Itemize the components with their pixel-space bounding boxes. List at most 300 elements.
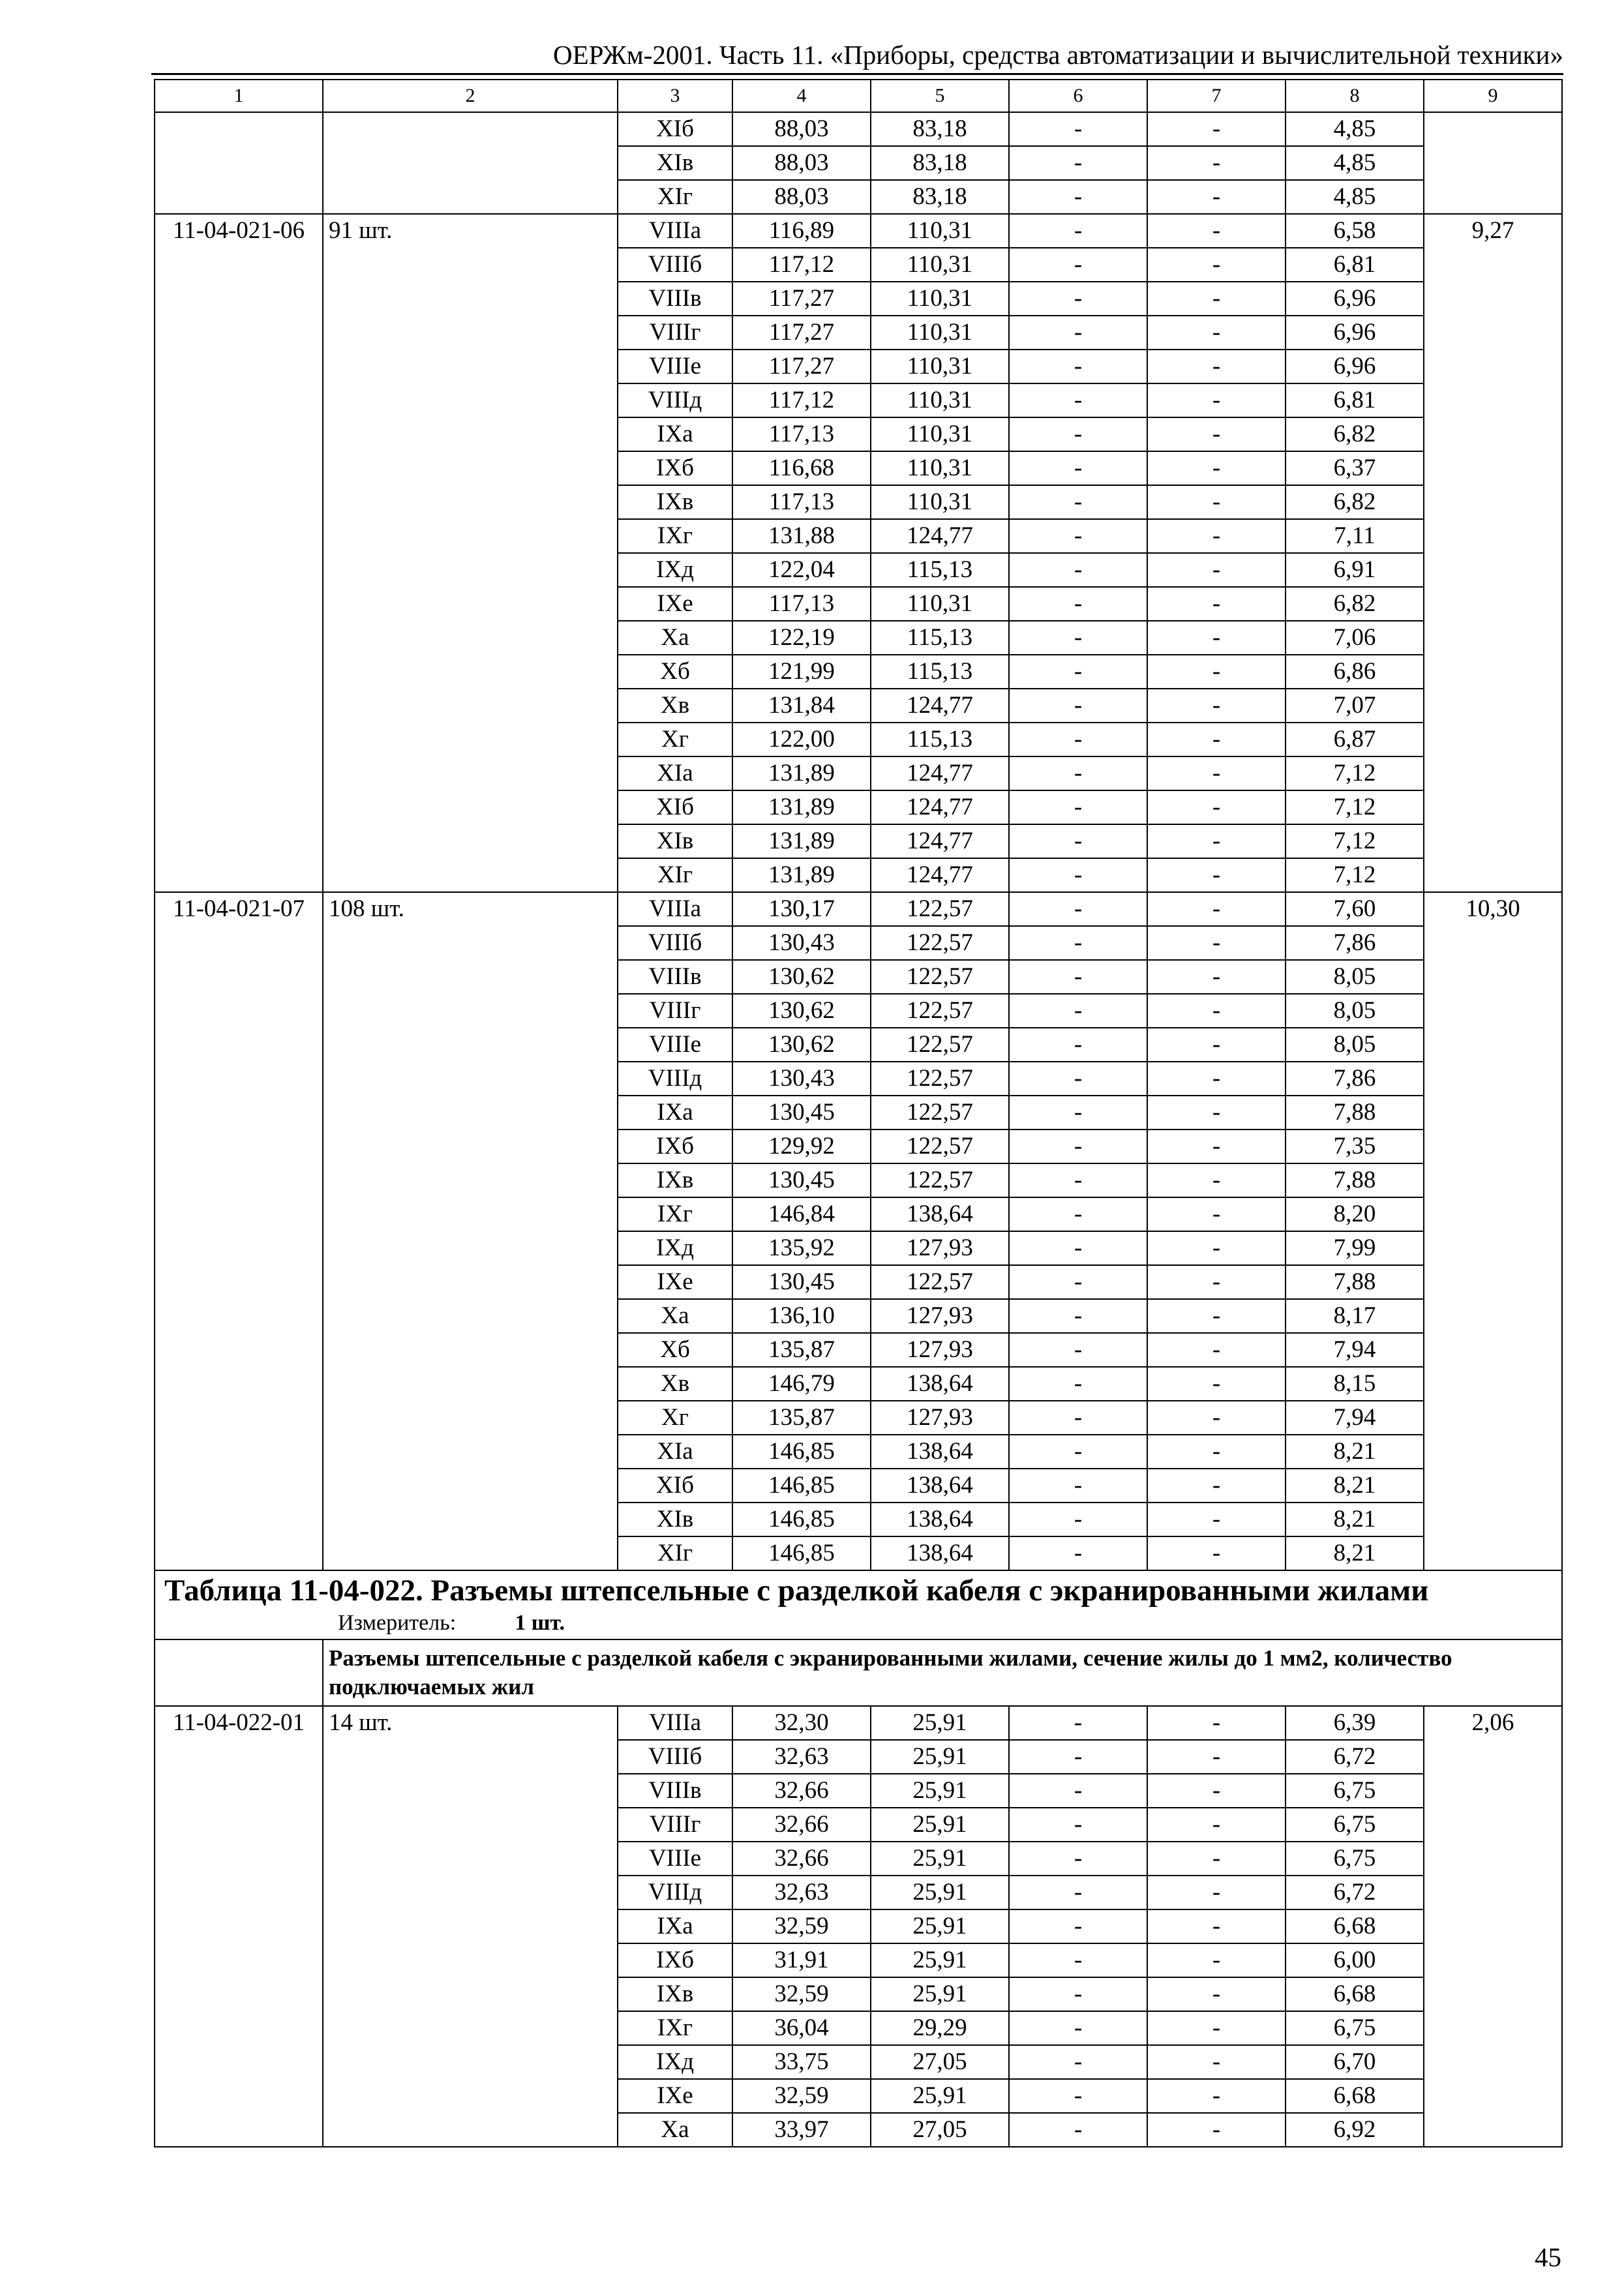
machine-cost-cell: - — [1009, 1909, 1147, 1943]
materials-cost-cell: 7,07 — [1286, 689, 1424, 723]
rate-value-cell: 10,30 — [1424, 892, 1562, 1570]
total-cost-cell: 146,85 — [732, 1536, 871, 1570]
column-number-8: 8 — [1286, 80, 1424, 112]
labor-cost-cell: 122,57 — [871, 1096, 1009, 1130]
zone-cell: VIIIб — [618, 926, 732, 960]
machine-cost-cell: - — [1009, 146, 1147, 180]
machine-cost-cell: - — [1009, 451, 1147, 485]
driver-wage-cell: - — [1147, 2113, 1286, 2147]
machine-cost-cell: - — [1009, 1435, 1147, 1469]
driver-wage-cell: - — [1147, 383, 1286, 417]
machine-cost-cell: - — [1009, 214, 1147, 248]
labor-cost-cell: 25,91 — [871, 1977, 1009, 2011]
labor-cost-cell: 138,64 — [871, 1536, 1009, 1570]
labor-cost-cell: 138,64 — [871, 1367, 1009, 1401]
materials-cost-cell: 7,35 — [1286, 1130, 1424, 1163]
materials-cost-cell: 8,15 — [1286, 1367, 1424, 1401]
zone-cell: VIIIд — [618, 1062, 732, 1096]
zone-cell: IXг — [618, 1197, 732, 1231]
machine-cost-cell: - — [1009, 1977, 1147, 2011]
materials-cost-cell: 8,05 — [1286, 1028, 1424, 1062]
zone-cell: Xа — [618, 1299, 732, 1333]
total-cost-cell: 122,19 — [732, 621, 871, 655]
machine-cost-cell: - — [1009, 994, 1147, 1028]
labor-cost-cell: 29,29 — [871, 2011, 1009, 2045]
materials-cost-cell: 8,21 — [1286, 1435, 1424, 1469]
machine-cost-cell: - — [1009, 1503, 1147, 1536]
driver-wage-cell: - — [1147, 756, 1286, 790]
zone-cell: VIIIг — [618, 316, 732, 350]
zone-cell: VIIIв — [618, 1774, 732, 1808]
materials-cost-cell: 6,75 — [1286, 1774, 1424, 1808]
machine-cost-cell: - — [1009, 1163, 1147, 1197]
zone-cell: IXа — [618, 417, 732, 451]
quantity-cell: 14 шт. — [323, 1706, 618, 2147]
zone-cell: VIIIа — [618, 1706, 732, 1740]
driver-wage-cell: - — [1147, 960, 1286, 994]
driver-wage-cell: - — [1147, 1469, 1286, 1503]
labor-cost-cell: 122,57 — [871, 960, 1009, 994]
driver-wage-cell: - — [1147, 1333, 1286, 1367]
driver-wage-cell: - — [1147, 1740, 1286, 1774]
materials-cost-cell: 6,96 — [1286, 282, 1424, 316]
materials-cost-cell: 6,72 — [1286, 1876, 1424, 1909]
machine-cost-cell: - — [1009, 2045, 1147, 2079]
machine-cost-cell: - — [1009, 621, 1147, 655]
total-cost-cell: 32,59 — [732, 1977, 871, 2011]
materials-cost-cell: 6,68 — [1286, 2079, 1424, 2113]
driver-wage-cell: - — [1147, 112, 1286, 146]
zone-cell: Xг — [618, 723, 732, 756]
labor-cost-cell: 138,64 — [871, 1197, 1009, 1231]
zone-cell: VIIIд — [618, 1876, 732, 1909]
total-cost-cell: 32,63 — [732, 1740, 871, 1774]
zone-cell: IXа — [618, 1096, 732, 1130]
zone-cell: IXб — [618, 1130, 732, 1163]
machine-cost-cell: - — [1009, 858, 1147, 892]
driver-wage-cell: - — [1147, 858, 1286, 892]
zone-cell: VIIIе — [618, 1028, 732, 1062]
materials-cost-cell: 6,37 — [1286, 451, 1424, 485]
labor-cost-cell: 25,91 — [871, 1943, 1009, 1977]
machine-cost-cell: - — [1009, 1876, 1147, 1909]
machine-cost-cell: - — [1009, 1842, 1147, 1876]
driver-wage-cell: - — [1147, 417, 1286, 451]
zone-cell: VIIIг — [618, 1808, 732, 1842]
zone-cell: VIIIг — [618, 994, 732, 1028]
column-number-5: 5 — [871, 80, 1009, 112]
zone-cell: IXв — [618, 1977, 732, 2011]
materials-cost-cell: 7,88 — [1286, 1163, 1424, 1197]
machine-cost-cell: - — [1009, 723, 1147, 756]
total-cost-cell: 131,89 — [732, 858, 871, 892]
zone-cell: XIв — [618, 146, 732, 180]
labor-cost-cell: 127,93 — [871, 1299, 1009, 1333]
driver-wage-cell: - — [1147, 790, 1286, 824]
driver-wage-cell: - — [1147, 1977, 1286, 2011]
total-cost-cell: 33,75 — [732, 2045, 871, 2079]
labor-cost-cell: 25,91 — [871, 1876, 1009, 1909]
driver-wage-cell: - — [1147, 1028, 1286, 1062]
materials-cost-cell: 6,75 — [1286, 1808, 1424, 1842]
machine-cost-cell: - — [1009, 1401, 1147, 1435]
driver-wage-cell: - — [1147, 2011, 1286, 2045]
zone-cell: VIIIб — [618, 1740, 732, 1774]
total-cost-cell: 32,66 — [732, 1808, 871, 1842]
machine-cost-cell: - — [1009, 485, 1147, 519]
zone-cell: Xв — [618, 1367, 732, 1401]
total-cost-cell: 32,59 — [732, 1909, 871, 1943]
total-cost-cell: 121,99 — [732, 655, 871, 689]
labor-cost-cell: 115,13 — [871, 621, 1009, 655]
running-header: ОЕРЖм-2001. Часть 11. «Приборы, средства автоматизации и вычислительной техники» — [552, 40, 1563, 70]
materials-cost-cell: 7,60 — [1286, 892, 1424, 926]
zone-cell: VIIIе — [618, 1842, 732, 1876]
zone-cell: IXг — [618, 519, 732, 553]
zone-cell: VIIIв — [618, 960, 732, 994]
materials-cost-cell: 7,94 — [1286, 1333, 1424, 1367]
labor-cost-cell: 110,31 — [871, 248, 1009, 282]
machine-cost-cell: - — [1009, 1299, 1147, 1333]
machine-cost-cell: - — [1009, 1028, 1147, 1062]
total-cost-cell: 117,13 — [732, 587, 871, 621]
table-row — [155, 214, 1562, 248]
labor-cost-cell: 25,91 — [871, 1706, 1009, 1740]
driver-wage-cell: - — [1147, 1503, 1286, 1536]
section-description: Разъемы штепсельные с разделкой кабеля с экранированными жилами, сечение жилы до 1 мм2, количество подключаемых жил — [323, 1639, 1562, 1706]
driver-wage-cell: - — [1147, 316, 1286, 350]
quantity-cell: 91 шт. — [323, 214, 618, 892]
total-cost-cell: 130,45 — [732, 1265, 871, 1299]
machine-cost-cell: - — [1009, 655, 1147, 689]
machine-cost-cell: - — [1009, 1469, 1147, 1503]
total-cost-cell: 131,89 — [732, 824, 871, 858]
driver-wage-cell: - — [1147, 655, 1286, 689]
total-cost-cell: 131,88 — [732, 519, 871, 553]
driver-wage-cell: - — [1147, 621, 1286, 655]
materials-cost-cell: 6,39 — [1286, 1706, 1424, 1740]
driver-wage-cell: - — [1147, 1299, 1286, 1333]
table-title: Таблица 11-04-022. Разъемы штепсельные с разделкой кабеля с экранированными жилами — [164, 1574, 1429, 1608]
materials-cost-cell: 7,86 — [1286, 926, 1424, 960]
driver-wage-cell: - — [1147, 723, 1286, 756]
machine-cost-cell: - — [1009, 1096, 1147, 1130]
total-cost-cell: 88,03 — [732, 180, 871, 214]
total-cost-cell: 130,62 — [732, 1028, 871, 1062]
materials-cost-cell: 6,00 — [1286, 1943, 1424, 1977]
total-cost-cell: 130,43 — [732, 1062, 871, 1096]
driver-wage-cell: - — [1147, 282, 1286, 316]
zone-cell: XIв — [618, 1503, 732, 1536]
labor-cost-cell: 110,31 — [871, 282, 1009, 316]
total-cost-cell: 31,91 — [732, 1943, 871, 1977]
total-cost-cell: 116,89 — [732, 214, 871, 248]
materials-cost-cell: 6,68 — [1286, 1909, 1424, 1943]
total-cost-cell: 36,04 — [732, 2011, 871, 2045]
materials-cost-cell: 6,82 — [1286, 417, 1424, 451]
machine-cost-cell: - — [1009, 1231, 1147, 1265]
machine-cost-cell: - — [1009, 519, 1147, 553]
driver-wage-cell: - — [1147, 1367, 1286, 1401]
materials-cost-cell: 6,91 — [1286, 553, 1424, 587]
zone-cell: Xб — [618, 655, 732, 689]
machine-cost-cell: - — [1009, 926, 1147, 960]
section-spacer-cell — [155, 1639, 323, 1706]
total-cost-cell: 131,89 — [732, 790, 871, 824]
machine-cost-cell: - — [1009, 1367, 1147, 1401]
zone-cell: IXд — [618, 553, 732, 587]
materials-cost-cell: 7,99 — [1286, 1231, 1424, 1265]
materials-cost-cell: 6,75 — [1286, 1842, 1424, 1876]
total-cost-cell: 32,66 — [732, 1842, 871, 1876]
total-cost-cell: 146,79 — [732, 1367, 871, 1401]
column-number-7: 7 — [1147, 80, 1286, 112]
zone-cell: IXа — [618, 1909, 732, 1943]
total-cost-cell: 117,27 — [732, 350, 871, 383]
zone-cell: IXе — [618, 2079, 732, 2113]
zone-cell: XIа — [618, 756, 732, 790]
machine-cost-cell: - — [1009, 2079, 1147, 2113]
labor-cost-cell: 27,05 — [871, 2113, 1009, 2147]
machine-cost-cell: - — [1009, 248, 1147, 282]
materials-cost-cell: 4,85 — [1286, 180, 1424, 214]
rate-code-cell: 11-04-021-07 — [155, 892, 323, 1570]
total-cost-cell: 130,62 — [732, 994, 871, 1028]
meter-label: Измеритель: — [338, 1611, 457, 1635]
labor-cost-cell: 122,57 — [871, 1265, 1009, 1299]
labor-cost-cell: 127,93 — [871, 1401, 1009, 1435]
zone-cell: VIIIе — [618, 350, 732, 383]
materials-cost-cell: 7,06 — [1286, 621, 1424, 655]
materials-cost-cell: 7,12 — [1286, 858, 1424, 892]
total-cost-cell: 122,04 — [732, 553, 871, 587]
total-cost-cell: 130,62 — [732, 960, 871, 994]
rate-code-cell: 11-04-021-06 — [155, 214, 323, 892]
rate-code-cell: 11-04-022-01 — [155, 1706, 323, 2147]
zone-cell: XIг — [618, 858, 732, 892]
materials-cost-cell: 6,70 — [1286, 2045, 1424, 2079]
labor-cost-cell: 83,18 — [871, 146, 1009, 180]
labor-cost-cell: 27,05 — [871, 2045, 1009, 2079]
machine-cost-cell: - — [1009, 383, 1147, 417]
materials-cost-cell: 8,21 — [1286, 1469, 1424, 1503]
driver-wage-cell: - — [1147, 1197, 1286, 1231]
rates-table — [154, 79, 1563, 2147]
total-cost-cell: 130,45 — [732, 1163, 871, 1197]
labor-cost-cell: 110,31 — [871, 350, 1009, 383]
driver-wage-cell: - — [1147, 1130, 1286, 1163]
driver-wage-cell: - — [1147, 180, 1286, 214]
labor-cost-cell: 124,77 — [871, 824, 1009, 858]
column-number-6: 6 — [1009, 80, 1147, 112]
zone-cell: VIIIа — [618, 214, 732, 248]
driver-wage-cell: - — [1147, 1265, 1286, 1299]
materials-cost-cell: 6,72 — [1286, 1740, 1424, 1774]
total-cost-cell: 135,92 — [732, 1231, 871, 1265]
driver-wage-cell: - — [1147, 1435, 1286, 1469]
column-number-row — [155, 80, 1562, 112]
driver-wage-cell: - — [1147, 587, 1286, 621]
labor-cost-cell: 115,13 — [871, 553, 1009, 587]
machine-cost-cell: - — [1009, 1706, 1147, 1740]
column-number-9: 9 — [1424, 80, 1562, 112]
driver-wage-cell: - — [1147, 1774, 1286, 1808]
total-cost-cell: 146,85 — [732, 1435, 871, 1469]
materials-cost-cell: 8,05 — [1286, 960, 1424, 994]
labor-cost-cell: 138,64 — [871, 1469, 1009, 1503]
labor-cost-cell: 122,57 — [871, 1130, 1009, 1163]
machine-cost-cell: - — [1009, 180, 1147, 214]
machine-cost-cell: - — [1009, 824, 1147, 858]
labor-cost-cell: 110,31 — [871, 214, 1009, 248]
zone-cell: IXв — [618, 1163, 732, 1197]
materials-cost-cell: 6,58 — [1286, 214, 1424, 248]
driver-wage-cell: - — [1147, 485, 1286, 519]
total-cost-cell: 130,45 — [732, 1096, 871, 1130]
driver-wage-cell: - — [1147, 1062, 1286, 1096]
labor-cost-cell: 127,93 — [871, 1231, 1009, 1265]
driver-wage-cell: - — [1147, 1876, 1286, 1909]
materials-cost-cell: 4,85 — [1286, 112, 1424, 146]
labor-cost-cell: 25,91 — [871, 1774, 1009, 1808]
table-row — [155, 1706, 1562, 1740]
driver-wage-cell: - — [1147, 926, 1286, 960]
total-cost-cell: 32,59 — [732, 2079, 871, 2113]
driver-wage-cell: - — [1147, 146, 1286, 180]
materials-cost-cell: 7,12 — [1286, 756, 1424, 790]
column-number-4: 4 — [732, 80, 871, 112]
machine-cost-cell: - — [1009, 587, 1147, 621]
zone-cell: VIIIа — [618, 892, 732, 926]
materials-cost-cell: 6,86 — [1286, 655, 1424, 689]
materials-cost-cell: 6,96 — [1286, 350, 1424, 383]
materials-cost-cell: 6,75 — [1286, 2011, 1424, 2045]
table-title-row — [155, 1570, 1562, 1639]
labor-cost-cell: 122,57 — [871, 1062, 1009, 1096]
table-body — [155, 80, 1562, 2147]
machine-cost-cell: - — [1009, 1808, 1147, 1842]
materials-cost-cell: 7,88 — [1286, 1096, 1424, 1130]
driver-wage-cell: - — [1147, 1943, 1286, 1977]
meter-line — [164, 1610, 1561, 1636]
materials-cost-cell: 6,81 — [1286, 383, 1424, 417]
driver-wage-cell: - — [1147, 824, 1286, 858]
machine-cost-cell: - — [1009, 2113, 1147, 2147]
driver-wage-cell: - — [1147, 214, 1286, 248]
total-cost-cell: 33,97 — [732, 2113, 871, 2147]
total-cost-cell: 146,85 — [732, 1469, 871, 1503]
driver-wage-cell: - — [1147, 1536, 1286, 1570]
zone-cell: XIг — [618, 180, 732, 214]
driver-wage-cell: - — [1147, 451, 1286, 485]
driver-wage-cell: - — [1147, 1842, 1286, 1876]
total-cost-cell: 130,43 — [732, 926, 871, 960]
total-cost-cell: 117,12 — [732, 383, 871, 417]
machine-cost-cell: - — [1009, 1197, 1147, 1231]
materials-cost-cell: 7,12 — [1286, 790, 1424, 824]
driver-wage-cell: - — [1147, 689, 1286, 723]
driver-wage-cell: - — [1147, 1401, 1286, 1435]
total-cost-cell: 88,03 — [732, 146, 871, 180]
machine-cost-cell: - — [1009, 689, 1147, 723]
machine-cost-cell: - — [1009, 350, 1147, 383]
labor-cost-cell: 122,57 — [871, 994, 1009, 1028]
zone-cell: IXб — [618, 451, 732, 485]
total-cost-cell: 146,84 — [732, 1197, 871, 1231]
total-cost-cell: 32,30 — [732, 1706, 871, 1740]
labor-cost-cell: 25,91 — [871, 1909, 1009, 1943]
driver-wage-cell: - — [1147, 2079, 1286, 2113]
machine-cost-cell: - — [1009, 1265, 1147, 1299]
materials-cost-cell: 8,05 — [1286, 994, 1424, 1028]
materials-cost-cell: 7,11 — [1286, 519, 1424, 553]
driver-wage-cell: - — [1147, 519, 1286, 553]
zone-cell: Xв — [618, 689, 732, 723]
header-divider — [151, 73, 1563, 75]
machine-cost-cell: - — [1009, 960, 1147, 994]
labor-cost-cell: 110,31 — [871, 587, 1009, 621]
labor-cost-cell: 124,77 — [871, 756, 1009, 790]
zone-cell: VIIIв — [618, 282, 732, 316]
zone-cell: XIв — [618, 824, 732, 858]
rate-value-cell: 9,27 — [1424, 214, 1562, 892]
machine-cost-cell: - — [1009, 1130, 1147, 1163]
quantity-cell — [323, 112, 618, 214]
zone-cell: Xа — [618, 621, 732, 655]
column-number-2: 2 — [323, 80, 618, 112]
zone-cell: XIг — [618, 1536, 732, 1570]
total-cost-cell: 131,89 — [732, 756, 871, 790]
zone-cell: VIIIд — [618, 383, 732, 417]
labor-cost-cell: 122,57 — [871, 1028, 1009, 1062]
labor-cost-cell: 138,64 — [871, 1435, 1009, 1469]
labor-cost-cell: 122,57 — [871, 926, 1009, 960]
total-cost-cell: 135,87 — [732, 1401, 871, 1435]
column-number-3: 3 — [618, 80, 732, 112]
labor-cost-cell: 124,77 — [871, 689, 1009, 723]
total-cost-cell: 131,84 — [732, 689, 871, 723]
driver-wage-cell: - — [1147, 1706, 1286, 1740]
labor-cost-cell: 83,18 — [871, 112, 1009, 146]
total-cost-cell: 136,10 — [732, 1299, 871, 1333]
column-number-1: 1 — [155, 80, 323, 112]
machine-cost-cell: - — [1009, 756, 1147, 790]
total-cost-cell: 117,13 — [732, 417, 871, 451]
table-row — [155, 112, 1562, 146]
labor-cost-cell: 122,57 — [871, 892, 1009, 926]
machine-cost-cell: - — [1009, 112, 1147, 146]
zone-cell: XIб — [618, 790, 732, 824]
driver-wage-cell: - — [1147, 350, 1286, 383]
rate-value-cell: 2,06 — [1424, 1706, 1562, 2147]
labor-cost-cell: 110,31 — [871, 383, 1009, 417]
materials-cost-cell: 8,20 — [1286, 1197, 1424, 1231]
labor-cost-cell: 110,31 — [871, 316, 1009, 350]
zone-cell: IXв — [618, 485, 732, 519]
zone-cell: XIб — [618, 112, 732, 146]
table-title-cell — [155, 1570, 1562, 1639]
total-cost-cell: 32,63 — [732, 1876, 871, 1909]
zone-cell: XIа — [618, 1435, 732, 1469]
machine-cost-cell: - — [1009, 1333, 1147, 1367]
section-row — [155, 1639, 1562, 1706]
total-cost-cell: 122,00 — [732, 723, 871, 756]
total-cost-cell: 116,68 — [732, 451, 871, 485]
materials-cost-cell: 6,82 — [1286, 587, 1424, 621]
labor-cost-cell: 110,31 — [871, 451, 1009, 485]
materials-cost-cell: 6,92 — [1286, 2113, 1424, 2147]
meter-value: 1 шт. — [515, 1611, 565, 1635]
